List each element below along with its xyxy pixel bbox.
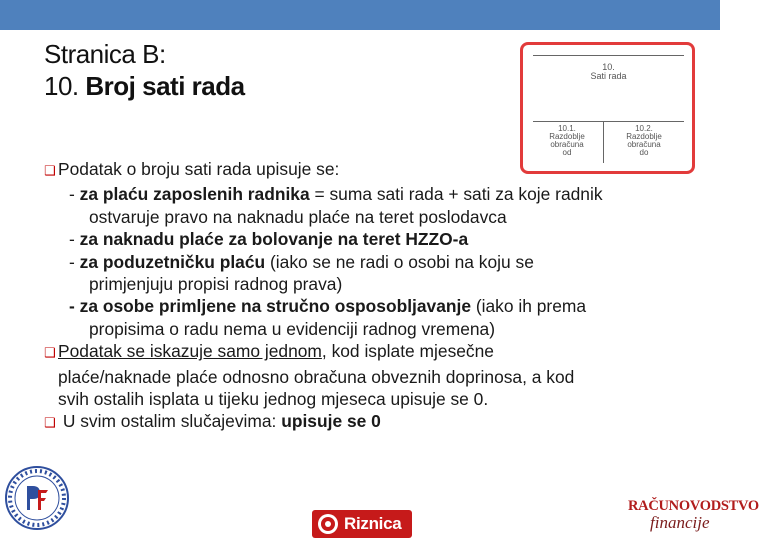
checkbox-bullet-icon: ❑ — [44, 346, 56, 362]
item-4-rest: (iako ih prema — [471, 296, 587, 317]
form-cell-to-l2: obračuna — [627, 140, 661, 149]
bullet-3-text: U svim ostalim slučajevima: — [58, 411, 282, 432]
riznica-emblem-icon — [318, 514, 338, 534]
riznica-logo-text: Riznica — [344, 514, 402, 533]
title-line-2 — [44, 70, 245, 102]
form-cell-divider — [603, 121, 604, 163]
item-3-dash: - — [69, 251, 80, 272]
racunovodstvo-financije-logo — [622, 494, 759, 538]
form-cell-to-l3: do — [639, 148, 649, 157]
item-4-cont: propisima o radu nema u evidenciji radnog vremena) — [89, 318, 495, 339]
bullet-2-cont-2: svih ostalih isplata u tijeku jednog mjeseca upisuje se 0. — [58, 389, 489, 410]
form-cell-from — [533, 125, 601, 157]
item-3-rest: (iako se ne radi o osobi na koju se — [265, 251, 534, 272]
form-cell-from-num: 10.1. — [558, 124, 576, 133]
form-cell-from-l2: obračuna — [550, 140, 584, 149]
item-3-bold: za poduzetničku plaću — [79, 251, 266, 272]
item-1-rest: = suma sati rada + sati za koje radnik — [309, 184, 603, 205]
item-2-dash: - — [69, 229, 80, 250]
item-1-bold: za plaću zaposlenih radnika — [79, 184, 310, 205]
item-3 — [44, 251, 684, 273]
form-top-rule — [533, 55, 684, 56]
bullet-1-text: Podatak o broju sati rada upisuje se: — [58, 159, 340, 179]
logo-right-bottom: financije — [650, 513, 710, 532]
form-mid-rule — [533, 121, 684, 122]
logo-right-top: RAČUNOVODSTVO — [628, 498, 759, 514]
form-field-number: 10. — [602, 62, 615, 72]
form-field-snippet — [520, 42, 695, 174]
item-1 — [44, 183, 684, 205]
form-cell-to-l1: Razdoblje — [626, 132, 662, 141]
riznica-logo — [312, 510, 412, 538]
form-cell-from-l3: od — [562, 148, 572, 157]
slide-body — [44, 158, 684, 436]
top-accent-bar — [0, 0, 720, 30]
bullet-3 — [44, 410, 684, 435]
bullet-2 — [44, 340, 684, 365]
checkbox-bullet-icon: ❑ — [44, 416, 56, 432]
title-line-1: Stranica B: — [44, 39, 166, 69]
item-4-bold: - za osobe primljene na stručno osposobljavanje — [69, 296, 472, 317]
form-cell-to-num: 10.2. — [635, 124, 653, 133]
item-1-dash: - — [69, 184, 80, 205]
bullet-2-underlined: Podatak se iskazuje samo jednom — [58, 341, 322, 362]
form-field-label: Sati rada — [590, 71, 627, 81]
title-number: 10. — [44, 71, 79, 101]
checkbox-bullet-icon: ❑ — [44, 164, 56, 179]
bullet-1 — [44, 158, 684, 183]
bullet-2-rest: , kod isplate mjesečne — [321, 341, 494, 362]
item-1-cont: ostvaruje pravo na naknadu plaće na teret poslodavca — [89, 206, 507, 227]
form-cell-from-l1: Razdoblje — [549, 132, 585, 141]
item-3-cont: primjenjuju propisi radnog prava) — [89, 274, 343, 295]
form-snippet-inner — [533, 55, 684, 163]
bullet-2-cont-1: plaće/naknade plaće odnosno obračuna obveznih doprinosa, a kod — [58, 366, 575, 387]
item-2 — [44, 228, 684, 250]
form-cell-to — [607, 125, 681, 157]
title-text: Broj sati rada — [85, 71, 245, 101]
form-field-header — [533, 63, 684, 81]
item-2-bold: za naknadu plaće za bolovanje na teret HZZO-a — [79, 229, 469, 250]
bullet-3-bold: upisuje se 0 — [281, 411, 381, 432]
association-seal-logo — [2, 462, 72, 534]
item-4 — [44, 295, 684, 317]
slide-title — [44, 38, 245, 102]
